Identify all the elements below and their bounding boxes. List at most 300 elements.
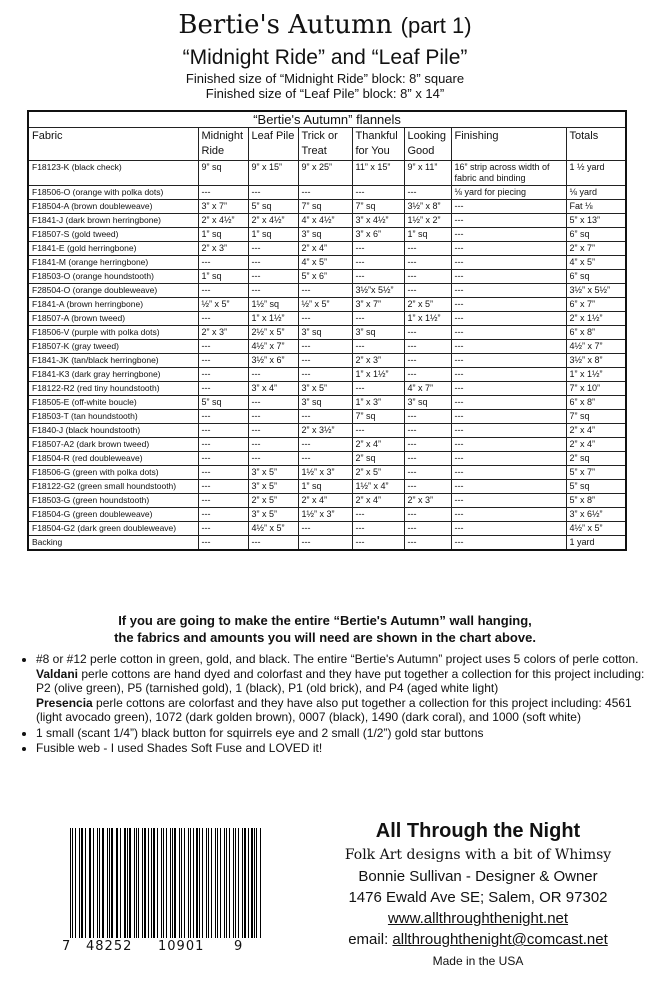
fabric-cell: F18507-A2 (dark brown tweed) <box>28 438 198 452</box>
table-cell: --- <box>352 508 404 522</box>
table-cell: 9” sq <box>198 161 248 186</box>
table-cell: ½” x 5” <box>298 298 352 312</box>
table-cell: --- <box>298 284 352 298</box>
barcode-bar <box>90 828 91 938</box>
table-cell: 1” x 3” <box>352 396 404 410</box>
barcode-bar <box>229 828 230 938</box>
table-row <box>28 270 626 284</box>
company-name: All Through the Night <box>375 820 581 842</box>
table-cell: 7” sq <box>566 410 626 424</box>
table-cell: --- <box>248 410 298 424</box>
barcode-bar <box>129 828 131 938</box>
table-cell: --- <box>198 438 248 452</box>
table-cell: 1” x 1½” <box>404 312 451 326</box>
fabric-cell: F1841-J (dark brown herringbone) <box>28 214 198 228</box>
table-cell: --- <box>198 382 248 396</box>
table-caption: “Bertie's Autumn” flannels <box>28 111 626 128</box>
barcode-bar <box>153 828 155 938</box>
barcode-bar <box>138 828 139 938</box>
table-cell: --- <box>352 382 404 396</box>
table-cell: 2” x 5” <box>352 466 404 480</box>
table-cell: 1” x 1½” <box>566 368 626 382</box>
table-cell: --- <box>404 508 451 522</box>
barcode-bar <box>172 828 173 938</box>
table-cell: --- <box>451 368 566 382</box>
table-cell: 1½” x 3” <box>298 508 352 522</box>
table-cell: 2” x 4” <box>566 438 626 452</box>
table-cell: 3½” x 5½” <box>566 284 626 298</box>
barcode-bar <box>97 828 98 938</box>
table-cell: 2” x 3½” <box>298 424 352 438</box>
barcode-bar <box>193 828 194 938</box>
table-cell: --- <box>404 284 451 298</box>
table-cell: --- <box>451 326 566 340</box>
table-row <box>28 161 626 186</box>
table-row <box>28 186 626 200</box>
fabric-cell: F18122-R2 (red tiny houndstooth) <box>28 382 198 396</box>
table-cell: 1” sq <box>198 270 248 284</box>
title-text: Bertie's Autumn <box>178 10 393 40</box>
fabric-cell: F28504-O (orange doubleweave) <box>28 284 198 298</box>
fabric-table-container <box>27 110 625 551</box>
column-header: Trick or Treat <box>298 128 352 161</box>
fabric-cell: F18504-G (green doubleweave) <box>28 508 198 522</box>
note-line-2: the fabrics and amounts you will need are shown in the chart above. <box>114 630 536 645</box>
barcode-bar <box>116 828 117 938</box>
table-row <box>28 368 626 382</box>
table-row <box>28 494 626 508</box>
table-cell: --- <box>298 186 352 200</box>
barcode-bar <box>220 828 221 938</box>
barcode-bar <box>70 828 71 938</box>
table-cell: --- <box>298 312 352 326</box>
table-cell: --- <box>451 228 566 242</box>
barcode-bar <box>166 828 167 938</box>
table-cell: --- <box>198 536 248 551</box>
barcode-bar <box>99 828 100 938</box>
fabric-cell: F18123-K (black check) <box>28 161 198 186</box>
page-title <box>0 10 650 41</box>
table-row <box>28 536 626 551</box>
table-cell: --- <box>198 186 248 200</box>
table-cell: --- <box>451 452 566 466</box>
table-cell: 4½” x 7” <box>248 340 298 354</box>
column-header: Finishing <box>451 128 566 161</box>
table-cell: 5” x 13” <box>566 214 626 228</box>
table-cell: 1” sq <box>248 228 298 242</box>
table-row <box>28 214 626 228</box>
company-info <box>318 818 638 970</box>
table-cell: --- <box>248 284 298 298</box>
fabric-cell: F18507-S (gold tweed) <box>28 228 198 242</box>
barcode-bar <box>188 828 189 938</box>
barcode-bar <box>124 828 125 938</box>
table-cell: --- <box>451 396 566 410</box>
table-cell: 5” sq <box>198 396 248 410</box>
table-cell: --- <box>298 522 352 536</box>
fabric-cell: F18122-G2 (green small houndstooth) <box>28 480 198 494</box>
table-row <box>28 480 626 494</box>
table-cell: 2” x 4½” <box>248 214 298 228</box>
table-row <box>28 522 626 536</box>
table-cell: 2” x 3” <box>198 242 248 256</box>
table-row <box>28 396 626 410</box>
table-cell: ½” x 5” <box>198 298 248 312</box>
table-cell: 6” x 8” <box>566 326 626 340</box>
table-cell: --- <box>298 452 352 466</box>
table-cell: --- <box>198 480 248 494</box>
table-cell: 2” x 1½” <box>566 312 626 326</box>
table-cell: --- <box>404 424 451 438</box>
table-cell: --- <box>451 256 566 270</box>
table-cell: 2” x 3” <box>352 354 404 368</box>
barcode-bar <box>256 828 257 938</box>
fabric-cell: F18504-R (red doubleweave) <box>28 452 198 466</box>
table-cell: --- <box>404 522 451 536</box>
table-cell: 7” x 10” <box>566 382 626 396</box>
table-cell: 5” sq <box>248 200 298 214</box>
table-cell: --- <box>451 410 566 424</box>
table-cell: 3½”x 5½” <box>352 284 404 298</box>
table-cell: --- <box>404 466 451 480</box>
fabric-cell: F18503-T (tan houndstooth) <box>28 410 198 424</box>
barcode-bar <box>89 828 90 938</box>
barcode-bar <box>196 828 198 938</box>
table-cell: --- <box>352 312 404 326</box>
table-cell: 1” x 1½” <box>248 312 298 326</box>
table-cell: ⅛ yard for piecing <box>451 186 566 200</box>
table-row <box>28 452 626 466</box>
table-cell: 6” sq <box>566 228 626 242</box>
table-cell: --- <box>451 438 566 452</box>
barcode-group-2: 10901 <box>158 939 205 954</box>
table-cell: 2” x 7” <box>566 242 626 256</box>
barcode-bar <box>217 828 218 938</box>
fabric-cell: Backing <box>28 536 198 551</box>
table-row <box>28 466 626 480</box>
table-cell: --- <box>248 424 298 438</box>
table-row <box>28 424 626 438</box>
fabric-cell: F18504-G2 (dark green doubleweave) <box>28 522 198 536</box>
table-cell: --- <box>248 438 298 452</box>
fabric-table-body <box>28 161 626 551</box>
column-header: Looking Good <box>404 128 451 161</box>
table-cell: 1½” x 2” <box>404 214 451 228</box>
fabric-cell: F18506-O (orange with polka dots) <box>28 186 198 200</box>
fabric-cell: F18504-A (brown doubleweave) <box>28 200 198 214</box>
barcode-bar <box>184 828 185 938</box>
table-cell: 3” sq <box>404 396 451 410</box>
table-cell: --- <box>198 284 248 298</box>
table-cell: 1½” x 4” <box>352 480 404 494</box>
barcode-digit-last: 9 <box>234 939 243 954</box>
table-cell: --- <box>451 536 566 551</box>
table-cell: --- <box>352 186 404 200</box>
table-cell: --- <box>451 284 566 298</box>
table-cell: --- <box>198 368 248 382</box>
barcode-bar <box>111 828 112 938</box>
table-cell: --- <box>404 438 451 452</box>
table-cell: Fat ⅛ <box>566 200 626 214</box>
barcode-bar <box>117 828 118 938</box>
table-cell: 2” x 3” <box>198 326 248 340</box>
table-cell: 5” x 6” <box>298 270 352 284</box>
table-cell: --- <box>352 256 404 270</box>
table-cell: 6” x 7” <box>566 298 626 312</box>
table-cell: 3” x 5” <box>248 508 298 522</box>
barcode-bar <box>161 828 162 938</box>
table-cell: 2” x 4” <box>298 494 352 508</box>
table-cell: --- <box>404 354 451 368</box>
table-cell: 2” sq <box>566 452 626 466</box>
table-row <box>28 298 626 312</box>
table-cell: 2” x 3” <box>404 494 451 508</box>
barcode-bar <box>157 828 158 938</box>
title-part: (part 1) <box>400 13 472 38</box>
list-item: • 1 small (scant 1/4”) black button for squirrels eye and 2 small (1/2”) gold star buttons <box>36 726 648 741</box>
barcode-bar <box>208 828 209 938</box>
barcode-bar <box>144 828 145 938</box>
barcode-bar <box>93 828 94 938</box>
supplies-list <box>18 652 648 757</box>
page-subtitle: “Midnight Ride” and “Leaf Pile” <box>182 46 468 69</box>
table-cell: --- <box>298 536 352 551</box>
barcode-bar <box>120 828 121 938</box>
barcode-bar <box>248 828 249 938</box>
table-cell: --- <box>198 312 248 326</box>
table-cell: --- <box>298 438 352 452</box>
fabric-cell: F1841-A (brown herringbone) <box>28 298 198 312</box>
presencia-text: perle cottons are colorfast and they have also put together a collection for this project including: 4561 (light avocado green), 1072 (dark golden brown), 0007 (black), 1490 (dark coral), and 1000 (soft white) <box>36 695 632 724</box>
fabric-cell: F1841-K3 (dark gray herringbone) <box>28 368 198 382</box>
table-cell: --- <box>404 536 451 551</box>
table-cell: --- <box>451 354 566 368</box>
barcode-bar <box>224 828 226 938</box>
table-cell: 4” x 5” <box>566 256 626 270</box>
table-cell: 11” x 15” <box>352 161 404 186</box>
table-row <box>28 382 626 396</box>
company-address: 1476 Ewald Ave SE; Salem, OR 97302 <box>348 889 608 906</box>
table-cell: --- <box>451 200 566 214</box>
table-cell: --- <box>198 494 248 508</box>
table-cell: --- <box>451 242 566 256</box>
email-link[interactable]: allthroughthenight@comcast.net <box>392 931 608 948</box>
table-cell: --- <box>451 298 566 312</box>
barcode-bar <box>215 828 216 938</box>
table-cell: --- <box>404 186 451 200</box>
presencia-brand: Presencia <box>36 695 93 710</box>
table-cell: --- <box>404 410 451 424</box>
table-cell: --- <box>352 522 404 536</box>
table-cell: --- <box>451 270 566 284</box>
fabric-cell: F18506-G (green with polka dots) <box>28 466 198 480</box>
table-row <box>28 508 626 522</box>
company-owner: Bonnie Sullivan - Designer & Owner <box>358 868 598 885</box>
column-header: Midnight Ride <box>198 128 248 161</box>
table-row <box>28 340 626 354</box>
wall-hanging-note <box>0 612 650 646</box>
barcode-bar <box>251 828 252 938</box>
table-row <box>28 312 626 326</box>
barcode-bar <box>85 828 86 938</box>
table-cell: 2” x 4” <box>298 242 352 256</box>
barcode-bar <box>179 828 180 938</box>
website-link[interactable]: www.allthroughthenight.net <box>387 910 569 927</box>
table-cell: 9” x 15” <box>248 161 298 186</box>
barcode-group-1: 48252 <box>86 939 133 954</box>
barcode-bar <box>202 828 203 938</box>
perle-cotton-text: #8 or #12 perle cotton in green, gold, and black. The entire “Bertie's Autumn” project uses 5 colors of perle cotton. <box>36 652 639 666</box>
table-cell: 3” x 4” <box>248 382 298 396</box>
table-cell: --- <box>404 340 451 354</box>
table-row <box>28 228 626 242</box>
table-cell: --- <box>352 340 404 354</box>
barcode-bar <box>235 828 236 938</box>
table-cell: 1 yard <box>566 536 626 551</box>
table-cell: --- <box>451 480 566 494</box>
table-row <box>28 284 626 298</box>
table-cell: --- <box>404 270 451 284</box>
table-cell: 7” sq <box>298 200 352 214</box>
table-row <box>28 200 626 214</box>
barcode-bar <box>190 828 191 938</box>
table-cell: 3” x 7” <box>198 200 248 214</box>
barcode-bar <box>233 828 234 938</box>
note-line-1: If you are going to make the entire “Bertie's Autumn” wall hanging, <box>118 613 532 628</box>
table-cell: --- <box>248 536 298 551</box>
company-tagline: Folk Art designs with a bit of Whimsy <box>344 847 612 863</box>
barcode-bar <box>199 828 200 938</box>
table-cell: --- <box>248 242 298 256</box>
barcode-bar <box>127 828 128 938</box>
table-cell: 1” sq <box>198 228 248 242</box>
table-cell: 9” x 25” <box>298 161 352 186</box>
table-cell: --- <box>404 242 451 256</box>
table-row <box>28 256 626 270</box>
fabric-cell: F1841-JK (tan/black herringbone) <box>28 354 198 368</box>
list-item: • Fusible web - I used Shades Soft Fuse and LOVED it! <box>36 741 648 756</box>
table-cell: 1” sq <box>298 480 352 494</box>
table-cell: 2” x 4” <box>352 494 404 508</box>
barcode-bar <box>211 828 212 938</box>
table-cell: --- <box>404 256 451 270</box>
table-cell: --- <box>451 494 566 508</box>
table-cell: --- <box>404 326 451 340</box>
table-cell: --- <box>248 270 298 284</box>
table-cell: 6” x 8” <box>566 396 626 410</box>
table-cell: --- <box>198 256 248 270</box>
table-cell: --- <box>198 508 248 522</box>
list-item <box>36 652 648 725</box>
barcode-bar <box>226 828 227 938</box>
table-cell: 1 ½ yard <box>566 161 626 186</box>
table-cell: --- <box>298 368 352 382</box>
barcode-bar <box>72 828 73 938</box>
table-cell: 2” x 4” <box>566 424 626 438</box>
table-cell: 2” sq <box>352 452 404 466</box>
barcode-bar <box>134 828 135 938</box>
barcode-bar <box>238 828 239 938</box>
table-cell: 3” x 4½” <box>352 214 404 228</box>
table-cell: 5” sq <box>566 480 626 494</box>
table-row <box>28 354 626 368</box>
table-row <box>28 410 626 424</box>
table-cell: 9” x 11” <box>404 161 451 186</box>
table-cell: --- <box>404 480 451 494</box>
column-header: Leaf Pile <box>248 128 298 161</box>
table-cell: 4½” x 7” <box>566 340 626 354</box>
table-cell: 3” x 5” <box>248 466 298 480</box>
table-cell: 3” sq <box>352 326 404 340</box>
column-header: Fabric <box>28 128 198 161</box>
table-cell: --- <box>451 508 566 522</box>
table-cell: 3½” x 6” <box>248 354 298 368</box>
table-cell: 16” strip across width of fabric and binding <box>451 161 566 186</box>
fabric-cell: F1841-M (orange herringbone) <box>28 256 198 270</box>
table-cell: --- <box>198 522 248 536</box>
table-cell: 1” sq <box>404 228 451 242</box>
table-row <box>28 438 626 452</box>
barcode-bar <box>142 828 143 938</box>
table-cell: 3½” x 8” <box>404 200 451 214</box>
barcode-bar <box>109 828 110 938</box>
barcode-digit-first: 7 <box>62 939 71 954</box>
table-cell: --- <box>352 242 404 256</box>
table-cell: --- <box>451 522 566 536</box>
table-cell: 5” x 8” <box>566 494 626 508</box>
column-header: Totals <box>566 128 626 161</box>
barcode-bar <box>206 828 207 938</box>
table-cell: 7” sq <box>352 200 404 214</box>
table-cell: 4” x 4½” <box>298 214 352 228</box>
table-cell: 4” x 7” <box>404 382 451 396</box>
made-in-usa: Made in the USA <box>432 954 524 968</box>
table-cell: 1½” x 3” <box>298 466 352 480</box>
table-cell: --- <box>404 452 451 466</box>
table-cell: --- <box>298 340 352 354</box>
barcode-bar <box>136 828 137 938</box>
table-cell: --- <box>451 214 566 228</box>
table-cell: --- <box>352 536 404 551</box>
table-cell: --- <box>451 382 566 396</box>
barcode-bar <box>148 828 149 938</box>
fabric-cell: F18503-O (orange houndstooth) <box>28 270 198 284</box>
table-cell: 3” x 6½” <box>566 508 626 522</box>
table-row <box>28 326 626 340</box>
barcode-bar <box>174 828 176 938</box>
fabric-cell: F1841-E (gold herringbone) <box>28 242 198 256</box>
table-cell: 3” sq <box>298 326 352 340</box>
table-cell: 3” sq <box>298 228 352 242</box>
barcode-bar <box>163 828 164 938</box>
table-cell: 3” x 5” <box>248 480 298 494</box>
table-cell: 1” x 1½” <box>352 368 404 382</box>
barcode-digits <box>62 939 262 954</box>
table-cell: --- <box>248 396 298 410</box>
barcode-bar <box>151 828 152 938</box>
table-cell: --- <box>248 256 298 270</box>
table-cell: --- <box>404 368 451 382</box>
table-cell: 3” x 5” <box>298 382 352 396</box>
barcode-bar <box>244 828 246 938</box>
barcode-bar <box>181 828 182 938</box>
table-cell: 1½” sq <box>248 298 298 312</box>
finished-size-midnight-ride: Finished size of “Midnight Ride” block: 8” square <box>185 71 465 86</box>
table-cell: --- <box>198 424 248 438</box>
table-cell: 4½” x 5” <box>248 522 298 536</box>
barcode-bar <box>170 828 171 938</box>
table-cell: 3” x 6” <box>352 228 404 242</box>
